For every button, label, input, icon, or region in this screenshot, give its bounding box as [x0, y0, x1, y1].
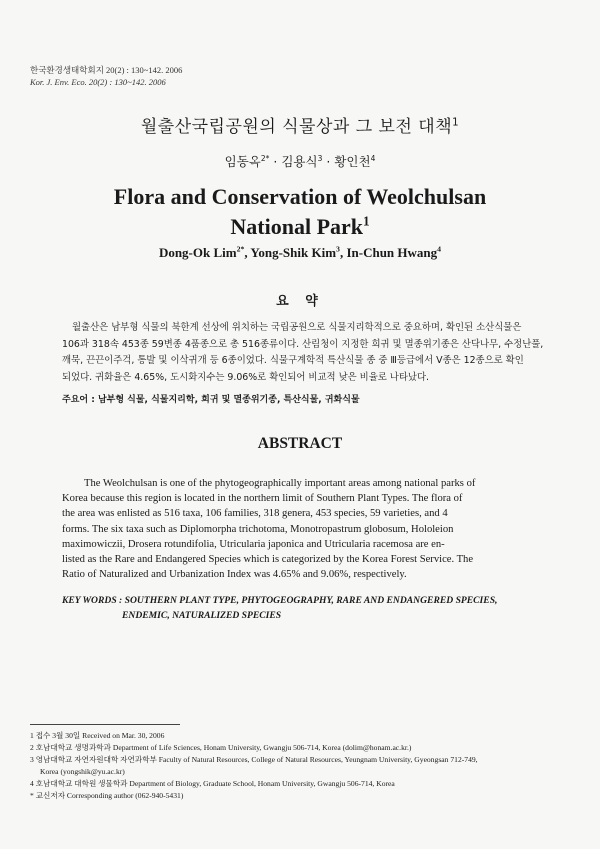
footnote-item: Korea (yongshik@yu.ac.kr)	[40, 767, 125, 776]
korean-author-mark: 2*	[260, 153, 270, 163]
korean-abstract-heading: 요 약	[276, 294, 324, 309]
footnotes	[30, 730, 570, 802]
korean-authors	[0, 152, 600, 170]
english-title-line2	[0, 212, 600, 242]
english-keywords-line1: KEY WORDS : SOUTHERN PLANT TYPE, PHYTOGEOGRAPHY, RARE AND ENDANGERED SPECIES,	[62, 595, 498, 606]
footnote-item: 1 접수 3월 30일 Received on Mar. 30, 2006	[30, 731, 165, 740]
korean-abstract-line: 월출산은 남부형 식물의 북한계 선상에 위치하는 국립공원으로 식물지리학적으로 중요하며, 확인된 소산식물은	[72, 322, 522, 333]
english-author-mark: 3	[336, 244, 340, 254]
english-author-mark: 4	[437, 244, 442, 254]
korean-title-text: 월출산국립공원의 식물상과 그 보전 대책	[140, 117, 453, 137]
english-abstract-line: the area was enlisted as 516 taxa, 106 families, 318 genera, 453 species, 59 varieties, and 4	[62, 508, 448, 520]
korean-author-mark: 4	[370, 153, 376, 163]
korean-author-name: 임동옥	[224, 154, 261, 169]
korean-keywords: 주요어 : 남부형 식물, 식물지리학, 희귀 및 멸종위기종, 특산식물, 귀화식물	[62, 395, 360, 405]
korean-title-footnote-mark: 1	[452, 117, 460, 129]
english-abstract-line: maximowiczii, Drosera rotundifolia, Utricularia japonica and Utricularia racemosa are en-	[62, 538, 445, 550]
english-abstract-line: The Weolchulsan is one of the phytogeographically important areas among national parks of	[84, 478, 476, 489]
english-author-name: Dong-Ok Lim	[158, 245, 237, 260]
author-separator: ·	[273, 154, 278, 169]
footnote-divider	[30, 724, 180, 725]
korean-abstract	[62, 320, 546, 386]
korean-author-name: 황인천	[334, 154, 371, 169]
footnote-item: 2 호남대학교 생명과학과 Department of Life Sciences, Honam University, Gwangju 506-714, Korea (dolim@honam.ac.kr.)	[30, 743, 412, 752]
footnote-item: 3 영남대학교 자연자원대학 자연과학부 Faculty of Natural Resources, College of Natural Resources, Yeungnam University, Gyeongsan 712-749,	[30, 755, 478, 764]
english-author-mark: 2*	[236, 244, 245, 254]
english-title-line2-text: National Park	[230, 214, 364, 239]
journal-citation-korean: 한국환경생태학회지 20(2) : 130~142. 2006	[30, 65, 183, 75]
journal-citation-english: Kor. J. Env. Eco. 20(2) : 130~142. 2006	[30, 77, 166, 87]
journal-citation	[30, 64, 182, 88]
korean-abstract-line: 깨묵, 끈끈이주걱, 통발 및 이삭귀개 등 6종이었다. 식물구계학적 특산식물 종 중 Ⅲ등급에서 Ⅴ종은 12종으로 확인	[62, 355, 524, 366]
korean-author-mark: 3	[317, 153, 323, 163]
author-separator: ·	[326, 154, 331, 169]
footnote-item: 4 호남대학교 대학원 생물학과 Department of Biology, Graduate School, Honam University, Gwangju 506-714, Korea	[30, 779, 395, 788]
english-title-line1: Flora and Conservation of Weolchulsan	[113, 184, 487, 209]
english-author-name: In-Chun Hwang	[346, 245, 438, 260]
english-abstract-line: listed as the Rare and Endangered Species which is categorized by the Korea Forest Service. The	[62, 554, 474, 566]
abstract-heading: ABSTRACT	[257, 435, 343, 452]
korean-author-name: 김용식	[281, 154, 318, 169]
english-authors: Dong-Ok Lim$^{2*}$, Yong-Shik Kim$^3$, In-Chun Hwang$^4$	[158, 244, 442, 260]
english-abstract-line: Korea because this region is located in the northern limit of Southern Plant Types. The flora of	[62, 493, 463, 505]
english-title-footnote-mark: 1	[363, 213, 370, 229]
english-abstract	[62, 476, 552, 582]
english-title	[0, 182, 600, 242]
english-author-name: Yong-Shik Kim	[250, 245, 337, 260]
english-keywords	[62, 593, 552, 623]
footnote-item: * 교신저자 Corresponding author (062-940-5431)	[30, 791, 184, 800]
english-abstract-line: forms. The six taxa such as Diplomorpha trichotoma, Monotropastrum globosum, Hololeion	[62, 523, 454, 535]
korean-title	[0, 112, 600, 137]
english-keywords-line2: ENDEMIC, NATURALIZED SPECIES	[122, 610, 282, 621]
korean-abstract-line: 106과 318속 453종 59변종 4품종으로 총 516종류이다. 산림청이 지정한 희귀 및 멸종위기종은 산닥나무, 수정난풀,	[62, 338, 544, 350]
english-abstract-line: Ratio of Naturalized and Urbanization Index was 4.65% and 9.06%, respectively.	[62, 569, 407, 581]
korean-abstract-line: 되었다. 귀화율은 4.65%, 도시화지수는 9.06%로 확인되어 비교적 낮은 비율로 나타났다.	[62, 371, 430, 383]
